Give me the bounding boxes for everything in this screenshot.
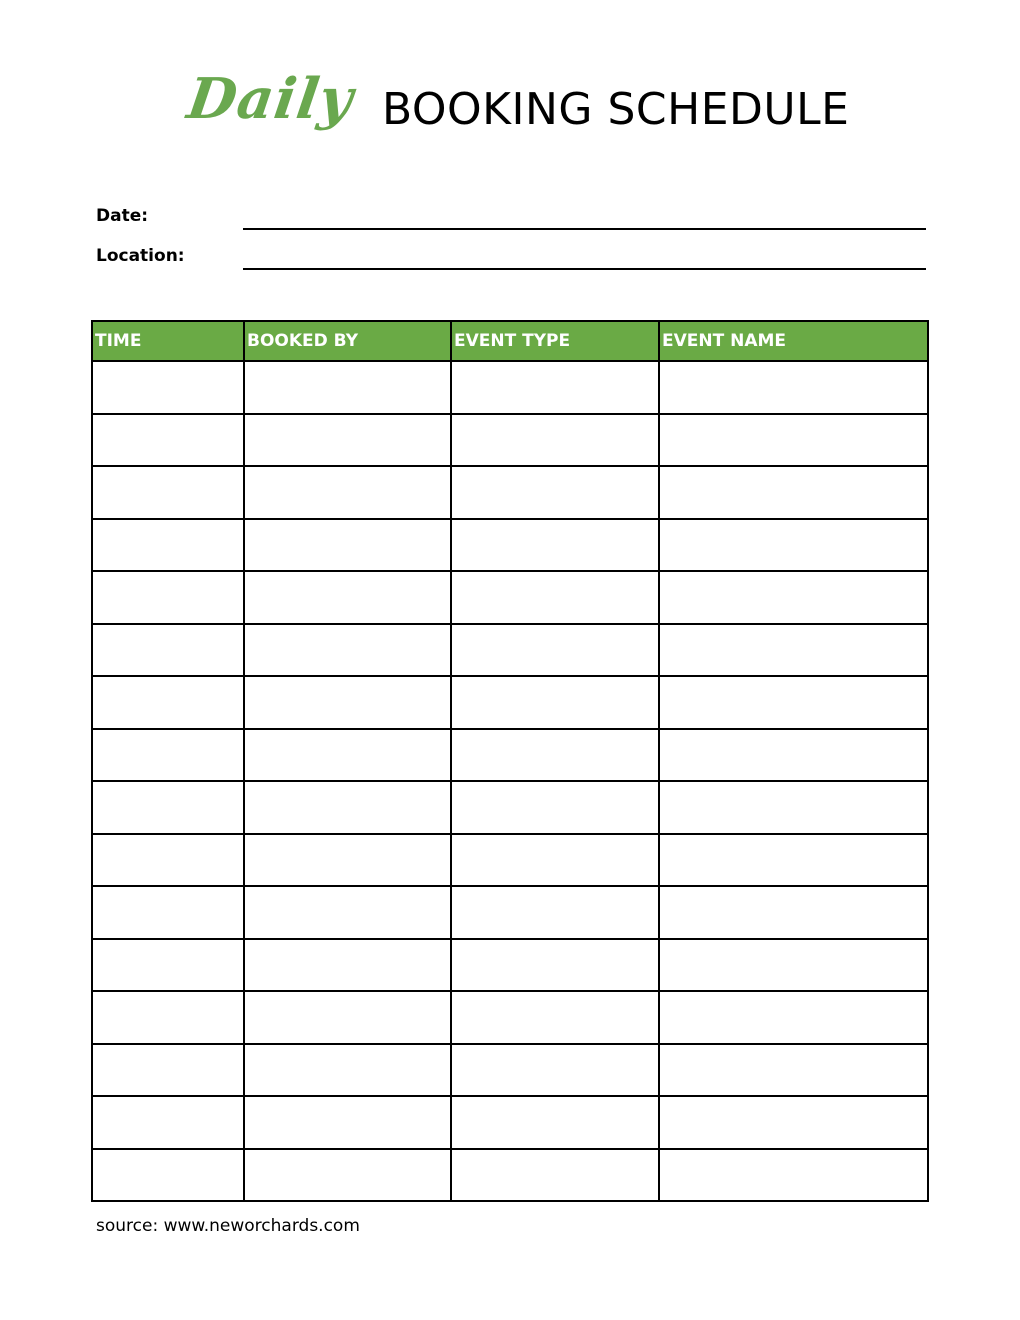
event-type-cell[interactable]	[451, 1149, 659, 1202]
event-name-cell[interactable]	[659, 939, 928, 992]
event-type-cell[interactable]	[451, 624, 659, 677]
booked-by-cell[interactable]	[244, 991, 451, 1044]
booked-by-cell[interactable]	[244, 939, 451, 992]
table-header-row	[92, 321, 928, 361]
time-cell[interactable]	[92, 519, 244, 572]
event-type-cell[interactable]	[451, 466, 659, 519]
booked-by-cell[interactable]	[244, 886, 451, 939]
event-name-cell[interactable]	[659, 729, 928, 782]
table-row	[92, 519, 928, 572]
time-cell[interactable]	[92, 939, 244, 992]
time-cell[interactable]	[92, 991, 244, 1044]
event-name-cell[interactable]	[659, 834, 928, 887]
column-header-event-type: EVENT TYPE	[451, 321, 659, 361]
source-note: source: www.neworchards.com	[96, 1216, 360, 1236]
booked-by-cell[interactable]	[244, 414, 451, 467]
location-field[interactable]	[243, 268, 926, 270]
time-cell[interactable]	[92, 781, 244, 834]
event-name-cell[interactable]	[659, 466, 928, 519]
booked-by-cell[interactable]	[244, 676, 451, 729]
booked-by-cell[interactable]	[244, 1044, 451, 1097]
event-name-cell[interactable]	[659, 361, 928, 414]
event-type-cell[interactable]	[451, 991, 659, 1044]
event-name-cell[interactable]	[659, 991, 928, 1044]
column-header-booked-by: BOOKED BY	[244, 321, 451, 361]
table-row	[92, 571, 928, 624]
time-cell[interactable]	[92, 729, 244, 782]
time-cell[interactable]	[92, 361, 244, 414]
booked-by-cell[interactable]	[244, 729, 451, 782]
event-name-cell[interactable]	[659, 886, 928, 939]
table-row	[92, 939, 928, 992]
event-type-cell[interactable]	[451, 1096, 659, 1149]
booked-by-cell[interactable]	[244, 466, 451, 519]
booked-by-cell[interactable]	[244, 361, 451, 414]
booked-by-cell[interactable]	[244, 1096, 451, 1149]
table-body	[92, 361, 928, 1201]
booked-by-cell[interactable]	[244, 1149, 451, 1202]
table-row	[92, 414, 928, 467]
time-cell[interactable]	[92, 1096, 244, 1149]
booked-by-cell[interactable]	[244, 519, 451, 572]
time-cell[interactable]	[92, 624, 244, 677]
event-type-cell[interactable]	[451, 781, 659, 834]
event-name-cell[interactable]	[659, 571, 928, 624]
event-name-cell[interactable]	[659, 781, 928, 834]
booked-by-cell[interactable]	[244, 624, 451, 677]
event-name-cell[interactable]	[659, 519, 928, 572]
table-row	[92, 991, 928, 1044]
time-cell[interactable]	[92, 1044, 244, 1097]
event-name-cell[interactable]	[659, 1149, 928, 1202]
event-type-cell[interactable]	[451, 676, 659, 729]
time-cell[interactable]	[92, 834, 244, 887]
column-header-event-name: EVENT NAME	[659, 321, 928, 361]
table-row	[92, 624, 928, 677]
page-title: BOOKING SCHEDULE	[382, 84, 850, 135]
column-header-time: TIME	[92, 321, 244, 361]
event-type-cell[interactable]	[451, 361, 659, 414]
date-label: Date:	[96, 206, 149, 226]
table-row	[92, 886, 928, 939]
event-type-cell[interactable]	[451, 571, 659, 624]
event-name-cell[interactable]	[659, 676, 928, 729]
date-field[interactable]	[243, 228, 926, 230]
table-row	[92, 1149, 928, 1202]
time-cell[interactable]	[92, 1149, 244, 1202]
title-script-daily: Daily	[183, 66, 358, 132]
event-name-cell[interactable]	[659, 1044, 928, 1097]
table-row	[92, 361, 928, 414]
event-type-cell[interactable]	[451, 729, 659, 782]
event-type-cell[interactable]	[451, 414, 659, 467]
table-row	[92, 676, 928, 729]
event-type-cell[interactable]	[451, 834, 659, 887]
location-label: Location:	[96, 246, 185, 266]
table-row	[92, 1096, 928, 1149]
event-name-cell[interactable]	[659, 414, 928, 467]
booking-table	[91, 320, 929, 1202]
table-row	[92, 729, 928, 782]
booked-by-cell[interactable]	[244, 571, 451, 624]
time-cell[interactable]	[92, 571, 244, 624]
booked-by-cell[interactable]	[244, 781, 451, 834]
table-row	[92, 1044, 928, 1097]
event-type-cell[interactable]	[451, 886, 659, 939]
booked-by-cell[interactable]	[244, 834, 451, 887]
time-cell[interactable]	[92, 676, 244, 729]
event-name-cell[interactable]	[659, 624, 928, 677]
event-name-cell[interactable]	[659, 1096, 928, 1149]
table-row	[92, 466, 928, 519]
event-type-cell[interactable]	[451, 939, 659, 992]
time-cell[interactable]	[92, 466, 244, 519]
table-row	[92, 781, 928, 834]
event-type-cell[interactable]	[451, 1044, 659, 1097]
table-row	[92, 834, 928, 887]
time-cell[interactable]	[92, 886, 244, 939]
time-cell[interactable]	[92, 414, 244, 467]
event-type-cell[interactable]	[451, 519, 659, 572]
